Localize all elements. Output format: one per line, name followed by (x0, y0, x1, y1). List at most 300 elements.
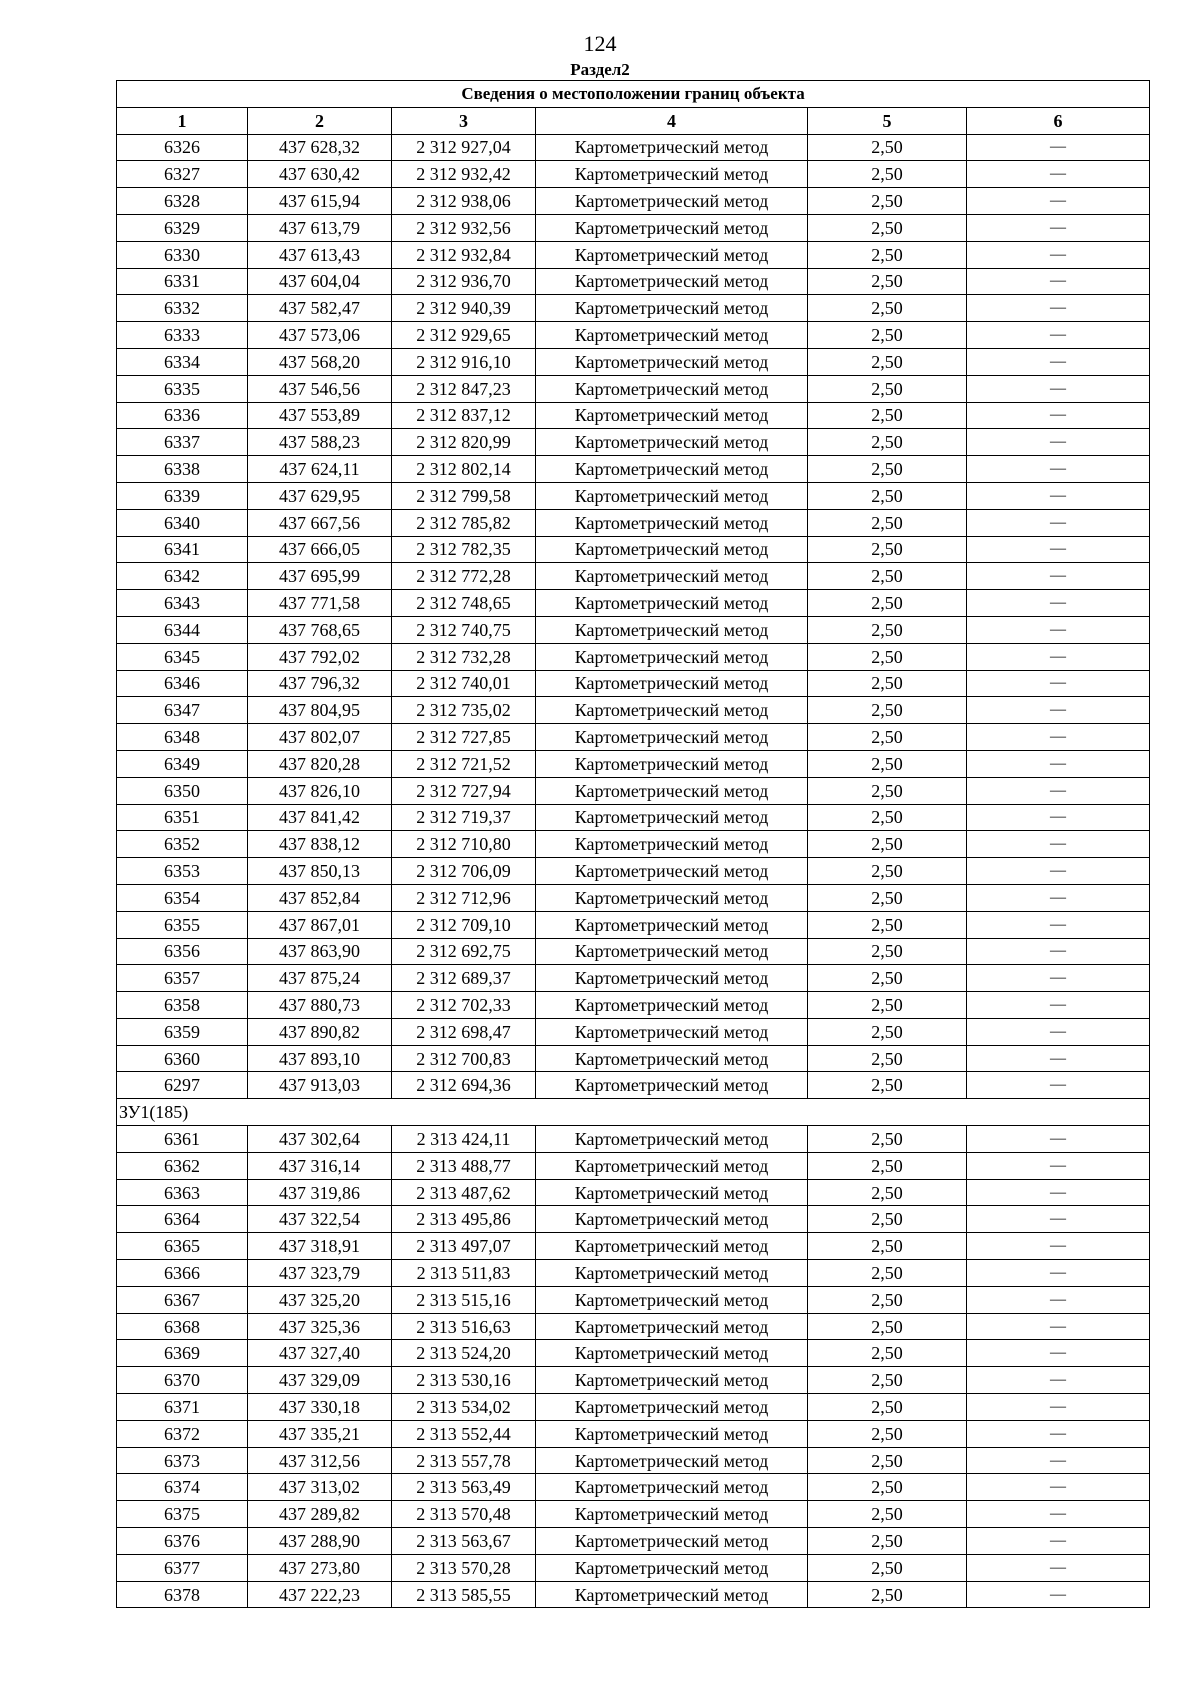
accuracy-cell: 2,50 (808, 804, 967, 831)
description-cell: — (967, 1126, 1150, 1153)
y-coordinate-cell: 2 312 727,85 (392, 724, 536, 751)
y-coordinate-cell: 2 313 570,48 (392, 1501, 536, 1528)
point-number-cell: 6338 (117, 456, 248, 483)
method-cell: Картометрический метод (536, 884, 808, 911)
point-number-cell: 6331 (117, 268, 248, 295)
x-coordinate-cell: 437 302,64 (248, 1126, 392, 1153)
column-number: 3 (392, 107, 536, 134)
point-number-cell: 6353 (117, 858, 248, 885)
y-coordinate-cell: 2 312 719,37 (392, 804, 536, 831)
x-coordinate-cell: 437 316,14 (248, 1152, 392, 1179)
y-coordinate-cell: 2 313 534,02 (392, 1394, 536, 1421)
point-number-cell: 6326 (117, 134, 248, 161)
point-number-cell: 6348 (117, 724, 248, 751)
description-cell: — (967, 1420, 1150, 1447)
method-cell: Картометрический метод (536, 1340, 808, 1367)
method-cell: Картометрический метод (536, 670, 808, 697)
method-cell: Картометрический метод (536, 509, 808, 536)
description-cell: — (967, 509, 1150, 536)
point-number-cell: 6378 (117, 1581, 248, 1608)
table-row (117, 965, 1150, 992)
accuracy-cell: 2,50 (808, 1313, 967, 1340)
accuracy-cell: 2,50 (808, 1072, 967, 1099)
x-coordinate-cell: 437 313,02 (248, 1474, 392, 1501)
description-cell: — (967, 563, 1150, 590)
y-coordinate-cell: 2 313 557,78 (392, 1447, 536, 1474)
x-coordinate-cell: 437 613,79 (248, 214, 392, 241)
point-number-cell: 6370 (117, 1367, 248, 1394)
point-number-cell: 6356 (117, 938, 248, 965)
table-row (117, 1420, 1150, 1447)
description-cell: — (967, 1313, 1150, 1340)
table-row (117, 616, 1150, 643)
accuracy-cell: 2,50 (808, 295, 967, 322)
method-cell: Картометрический метод (536, 1045, 808, 1072)
method-cell: Картометрический метод (536, 858, 808, 885)
x-coordinate-cell: 437 588,23 (248, 429, 392, 456)
point-number-cell: 6329 (117, 214, 248, 241)
table-row (117, 134, 1150, 161)
table-row (117, 911, 1150, 938)
method-cell: Картометрический метод (536, 1367, 808, 1394)
table-row (117, 188, 1150, 215)
point-number-cell: 6328 (117, 188, 248, 215)
page-number: 124 (583, 31, 617, 56)
table-row (117, 750, 1150, 777)
point-number-cell: 6347 (117, 697, 248, 724)
y-coordinate-cell: 2 312 689,37 (392, 965, 536, 992)
y-coordinate-cell: 2 313 495,86 (392, 1206, 536, 1233)
x-coordinate-cell: 437 613,43 (248, 241, 392, 268)
table-row (117, 563, 1150, 590)
point-number-cell: 6372 (117, 1420, 248, 1447)
description-cell: — (967, 536, 1150, 563)
point-number-cell: 6351 (117, 804, 248, 831)
accuracy-cell: 2,50 (808, 1126, 967, 1153)
y-coordinate-cell: 2 312 712,96 (392, 884, 536, 911)
y-coordinate-cell: 2 312 938,06 (392, 188, 536, 215)
point-number-cell: 6367 (117, 1286, 248, 1313)
y-coordinate-cell: 2 312 932,84 (392, 241, 536, 268)
description-cell: — (967, 456, 1150, 483)
description-cell: — (967, 884, 1150, 911)
table-row (117, 1179, 1150, 1206)
method-cell: Картометрический метод (536, 1126, 808, 1153)
x-coordinate-cell: 437 273,80 (248, 1554, 392, 1581)
description-cell: — (967, 1581, 1150, 1608)
column-number: 1 (117, 107, 248, 134)
method-cell: Картометрический метод (536, 482, 808, 509)
description-cell: — (967, 1286, 1150, 1313)
description-cell: — (967, 188, 1150, 215)
method-cell: Картометрический метод (536, 911, 808, 938)
description-cell: — (967, 911, 1150, 938)
accuracy-cell: 2,50 (808, 509, 967, 536)
x-coordinate-cell: 437 893,10 (248, 1045, 392, 1072)
point-number-cell: 6339 (117, 482, 248, 509)
table-row (117, 777, 1150, 804)
accuracy-cell: 2,50 (808, 214, 967, 241)
method-cell: Картометрический метод (536, 965, 808, 992)
accuracy-cell: 2,50 (808, 616, 967, 643)
method-cell: Картометрический метод (536, 322, 808, 349)
description-cell: — (967, 375, 1150, 402)
table-row (117, 1528, 1150, 1555)
y-coordinate-cell: 2 312 740,75 (392, 616, 536, 643)
x-coordinate-cell: 437 852,84 (248, 884, 392, 911)
point-number-cell: 6355 (117, 911, 248, 938)
table-row (117, 697, 1150, 724)
description-cell: — (967, 858, 1150, 885)
point-number-cell: 6354 (117, 884, 248, 911)
y-coordinate-cell: 2 312 735,02 (392, 697, 536, 724)
method-cell: Картометрический метод (536, 1233, 808, 1260)
method-cell: Картометрический метод (536, 1394, 808, 1421)
method-cell: Картометрический метод (536, 777, 808, 804)
x-coordinate-cell: 437 667,56 (248, 509, 392, 536)
method-cell: Картометрический метод (536, 268, 808, 295)
description-cell: — (967, 214, 1150, 241)
x-coordinate-cell: 437 850,13 (248, 858, 392, 885)
description-cell: — (967, 643, 1150, 670)
y-coordinate-cell: 2 312 847,23 (392, 375, 536, 402)
x-coordinate-cell: 437 335,21 (248, 1420, 392, 1447)
table-row (117, 375, 1150, 402)
point-number-cell: 6371 (117, 1394, 248, 1421)
method-cell: Картометрический метод (536, 616, 808, 643)
y-coordinate-cell: 2 312 927,04 (392, 134, 536, 161)
description-cell: — (967, 1474, 1150, 1501)
method-cell: Картометрический метод (536, 1581, 808, 1608)
description-cell: — (967, 1340, 1150, 1367)
method-cell: Картометрический метод (536, 1206, 808, 1233)
table-row (117, 858, 1150, 885)
x-coordinate-cell: 437 582,47 (248, 295, 392, 322)
method-cell: Картометрический метод (536, 188, 808, 215)
method-cell: Картометрический метод (536, 643, 808, 670)
description-cell: — (967, 750, 1150, 777)
description-cell: — (967, 1501, 1150, 1528)
table-row (117, 1447, 1150, 1474)
description-cell: — (967, 161, 1150, 188)
method-cell: Картометрический метод (536, 1554, 808, 1581)
description-cell: — (967, 1018, 1150, 1045)
point-number-cell: 6343 (117, 590, 248, 617)
table-row (117, 268, 1150, 295)
table-row (117, 1340, 1150, 1367)
x-coordinate-cell: 437 695,99 (248, 563, 392, 590)
y-coordinate-cell: 2 313 516,63 (392, 1313, 536, 1340)
point-number-cell: 6337 (117, 429, 248, 456)
method-cell: Картометрический метод (536, 1420, 808, 1447)
table-row (117, 1072, 1150, 1099)
y-coordinate-cell: 2 312 936,70 (392, 268, 536, 295)
accuracy-cell: 2,50 (808, 590, 967, 617)
y-coordinate-cell: 2 313 563,67 (392, 1528, 536, 1555)
description-cell: — (967, 429, 1150, 456)
accuracy-cell: 2,50 (808, 938, 967, 965)
y-coordinate-cell: 2 312 748,65 (392, 590, 536, 617)
description-cell: — (967, 348, 1150, 375)
y-coordinate-cell: 2 312 837,12 (392, 402, 536, 429)
method-cell: Картометрический метод (536, 375, 808, 402)
x-coordinate-cell: 437 546,56 (248, 375, 392, 402)
accuracy-cell: 2,50 (808, 402, 967, 429)
point-number-cell: 6365 (117, 1233, 248, 1260)
description-cell: — (967, 402, 1150, 429)
method-cell: Картометрический метод (536, 1474, 808, 1501)
method-cell: Картометрический метод (536, 750, 808, 777)
x-coordinate-cell: 437 880,73 (248, 992, 392, 1019)
y-coordinate-cell: 2 313 511,83 (392, 1260, 536, 1287)
description-cell: — (967, 670, 1150, 697)
description-cell: — (967, 1072, 1150, 1099)
group-label: ЗУ1(185) (117, 1099, 1150, 1126)
y-coordinate-cell: 2 313 488,77 (392, 1152, 536, 1179)
point-number-cell: 6360 (117, 1045, 248, 1072)
table-row (117, 884, 1150, 911)
point-number-cell: 6341 (117, 536, 248, 563)
accuracy-cell: 2,50 (808, 1528, 967, 1555)
point-number-cell: 6330 (117, 241, 248, 268)
method-cell: Картометрический метод (536, 1286, 808, 1313)
y-coordinate-cell: 2 313 570,28 (392, 1554, 536, 1581)
x-coordinate-cell: 437 222,23 (248, 1581, 392, 1608)
y-coordinate-cell: 2 312 932,42 (392, 161, 536, 188)
y-coordinate-cell: 2 312 940,39 (392, 295, 536, 322)
description-cell: — (967, 938, 1150, 965)
method-cell: Картометрический метод (536, 804, 808, 831)
description-cell: — (967, 1394, 1150, 1421)
description-cell: — (967, 1233, 1150, 1260)
x-coordinate-cell: 437 323,79 (248, 1260, 392, 1287)
table-row (117, 1554, 1150, 1581)
x-coordinate-cell: 437 867,01 (248, 911, 392, 938)
y-coordinate-cell: 2 313 487,62 (392, 1179, 536, 1206)
point-number-cell: 6362 (117, 1152, 248, 1179)
point-number-cell: 6361 (117, 1126, 248, 1153)
method-cell: Картометрический метод (536, 402, 808, 429)
table-row (117, 804, 1150, 831)
table-row (117, 1233, 1150, 1260)
description-cell: — (967, 295, 1150, 322)
accuracy-cell: 2,50 (808, 1367, 967, 1394)
method-cell: Картометрический метод (536, 348, 808, 375)
method-cell: Картометрический метод (536, 831, 808, 858)
accuracy-cell: 2,50 (808, 992, 967, 1019)
table-row (117, 429, 1150, 456)
y-coordinate-cell: 2 313 552,44 (392, 1420, 536, 1447)
accuracy-cell: 2,50 (808, 858, 967, 885)
y-coordinate-cell: 2 312 706,09 (392, 858, 536, 885)
x-coordinate-cell: 437 568,20 (248, 348, 392, 375)
method-cell: Картометрический метод (536, 938, 808, 965)
description-cell: — (967, 1528, 1150, 1555)
accuracy-cell: 2,50 (808, 1501, 967, 1528)
description-cell: — (967, 268, 1150, 295)
method-cell: Картометрический метод (536, 1152, 808, 1179)
method-cell: Картометрический метод (536, 590, 808, 617)
table-row (117, 214, 1150, 241)
description-cell: — (967, 134, 1150, 161)
description-cell: — (967, 590, 1150, 617)
method-cell: Картометрический метод (536, 1072, 808, 1099)
point-number-cell: 6336 (117, 402, 248, 429)
point-number-cell: 6366 (117, 1260, 248, 1287)
method-cell: Картометрический метод (536, 697, 808, 724)
y-coordinate-cell: 2 312 740,01 (392, 670, 536, 697)
accuracy-cell: 2,50 (808, 911, 967, 938)
x-coordinate-cell: 437 792,02 (248, 643, 392, 670)
y-coordinate-cell: 2 312 782,35 (392, 536, 536, 563)
accuracy-cell: 2,50 (808, 1206, 967, 1233)
coordinates-table (116, 80, 1150, 1608)
x-coordinate-cell: 437 624,11 (248, 456, 392, 483)
table-row (117, 1367, 1150, 1394)
method-cell: Картометрический метод (536, 1260, 808, 1287)
y-coordinate-cell: 2 312 727,94 (392, 777, 536, 804)
method-cell: Картометрический метод (536, 1179, 808, 1206)
accuracy-cell: 2,50 (808, 1260, 967, 1287)
description-cell: — (967, 1179, 1150, 1206)
x-coordinate-cell: 437 666,05 (248, 536, 392, 563)
x-coordinate-cell: 437 875,24 (248, 965, 392, 992)
description-cell: — (967, 992, 1150, 1019)
table-row (117, 482, 1150, 509)
accuracy-cell: 2,50 (808, 724, 967, 751)
y-coordinate-cell: 2 312 721,52 (392, 750, 536, 777)
accuracy-cell: 2,50 (808, 375, 967, 402)
point-number-cell: 6346 (117, 670, 248, 697)
accuracy-cell: 2,50 (808, 188, 967, 215)
table-row (117, 1018, 1150, 1045)
x-coordinate-cell: 437 838,12 (248, 831, 392, 858)
point-number-cell: 6369 (117, 1340, 248, 1367)
accuracy-cell: 2,50 (808, 884, 967, 911)
method-cell: Картометрический метод (536, 429, 808, 456)
x-coordinate-cell: 437 768,65 (248, 616, 392, 643)
point-number-cell: 6345 (117, 643, 248, 670)
x-coordinate-cell: 437 629,95 (248, 482, 392, 509)
table-row (117, 938, 1150, 965)
y-coordinate-cell: 2 312 732,28 (392, 643, 536, 670)
x-coordinate-cell: 437 288,90 (248, 1528, 392, 1555)
accuracy-cell: 2,50 (808, 831, 967, 858)
accuracy-cell: 2,50 (808, 322, 967, 349)
description-cell: — (967, 697, 1150, 724)
x-coordinate-cell: 437 804,95 (248, 697, 392, 724)
y-coordinate-cell: 2 313 424,11 (392, 1126, 536, 1153)
x-coordinate-cell: 437 913,03 (248, 1072, 392, 1099)
x-coordinate-cell: 437 630,42 (248, 161, 392, 188)
point-number-cell: 6327 (117, 161, 248, 188)
accuracy-cell: 2,50 (808, 161, 967, 188)
table-row (117, 643, 1150, 670)
y-coordinate-cell: 2 312 932,56 (392, 214, 536, 241)
table-row (117, 1126, 1150, 1153)
x-coordinate-cell: 437 325,20 (248, 1286, 392, 1313)
accuracy-cell: 2,50 (808, 965, 967, 992)
accuracy-cell: 2,50 (808, 348, 967, 375)
description-cell: — (967, 482, 1150, 509)
method-cell: Картометрический метод (536, 724, 808, 751)
point-number-cell: 6342 (117, 563, 248, 590)
point-number-cell: 6333 (117, 322, 248, 349)
point-number-cell: 6352 (117, 831, 248, 858)
accuracy-cell: 2,50 (808, 750, 967, 777)
accuracy-cell: 2,50 (808, 1340, 967, 1367)
y-coordinate-cell: 2 312 799,58 (392, 482, 536, 509)
column-number: 4 (536, 107, 808, 134)
y-coordinate-cell: 2 312 692,75 (392, 938, 536, 965)
table-row (117, 322, 1150, 349)
description-cell: — (967, 965, 1150, 992)
description-cell: — (967, 804, 1150, 831)
point-number-cell: 6375 (117, 1501, 248, 1528)
table-row (117, 1394, 1150, 1421)
table-caption-row (117, 81, 1150, 108)
accuracy-cell: 2,50 (808, 1233, 967, 1260)
point-number-cell: 6377 (117, 1554, 248, 1581)
column-number: 6 (967, 107, 1150, 134)
method-cell: Картометрический метод (536, 214, 808, 241)
point-number-cell: 6364 (117, 1206, 248, 1233)
description-cell: — (967, 241, 1150, 268)
table-row (117, 1286, 1150, 1313)
method-cell: Картометрический метод (536, 161, 808, 188)
x-coordinate-cell: 437 863,90 (248, 938, 392, 965)
accuracy-cell: 2,50 (808, 1420, 967, 1447)
description-cell: — (967, 1260, 1150, 1287)
x-coordinate-cell: 437 820,28 (248, 750, 392, 777)
x-coordinate-cell: 437 322,54 (248, 1206, 392, 1233)
y-coordinate-cell: 2 312 929,65 (392, 322, 536, 349)
column-number: 2 (248, 107, 392, 134)
method-cell: Картометрический метод (536, 295, 808, 322)
y-coordinate-cell: 2 313 585,55 (392, 1581, 536, 1608)
description-cell: — (967, 724, 1150, 751)
y-coordinate-cell: 2 312 698,47 (392, 1018, 536, 1045)
y-coordinate-cell: 2 312 702,33 (392, 992, 536, 1019)
point-number-cell: 6335 (117, 375, 248, 402)
description-cell: — (967, 1554, 1150, 1581)
accuracy-cell: 2,50 (808, 1179, 967, 1206)
table-row (117, 348, 1150, 375)
y-coordinate-cell: 2 312 916,10 (392, 348, 536, 375)
point-number-cell: 6373 (117, 1447, 248, 1474)
x-coordinate-cell: 437 319,86 (248, 1179, 392, 1206)
x-coordinate-cell: 437 841,42 (248, 804, 392, 831)
point-number-cell: 6376 (117, 1528, 248, 1555)
description-cell: — (967, 322, 1150, 349)
point-number-cell: 6344 (117, 616, 248, 643)
method-cell: Картометрический метод (536, 1313, 808, 1340)
column-number: 5 (808, 107, 967, 134)
x-coordinate-cell: 437 826,10 (248, 777, 392, 804)
table-row (117, 402, 1150, 429)
y-coordinate-cell: 2 312 694,36 (392, 1072, 536, 1099)
method-cell: Картометрический метод (536, 241, 808, 268)
accuracy-cell: 2,50 (808, 1447, 967, 1474)
table-body (117, 81, 1150, 1608)
description-cell: — (967, 616, 1150, 643)
y-coordinate-cell: 2 313 497,07 (392, 1233, 536, 1260)
table-row (117, 1152, 1150, 1179)
table-row (117, 241, 1150, 268)
method-cell: Картометрический метод (536, 992, 808, 1019)
accuracy-cell: 2,50 (808, 134, 967, 161)
accuracy-cell: 2,50 (808, 482, 967, 509)
